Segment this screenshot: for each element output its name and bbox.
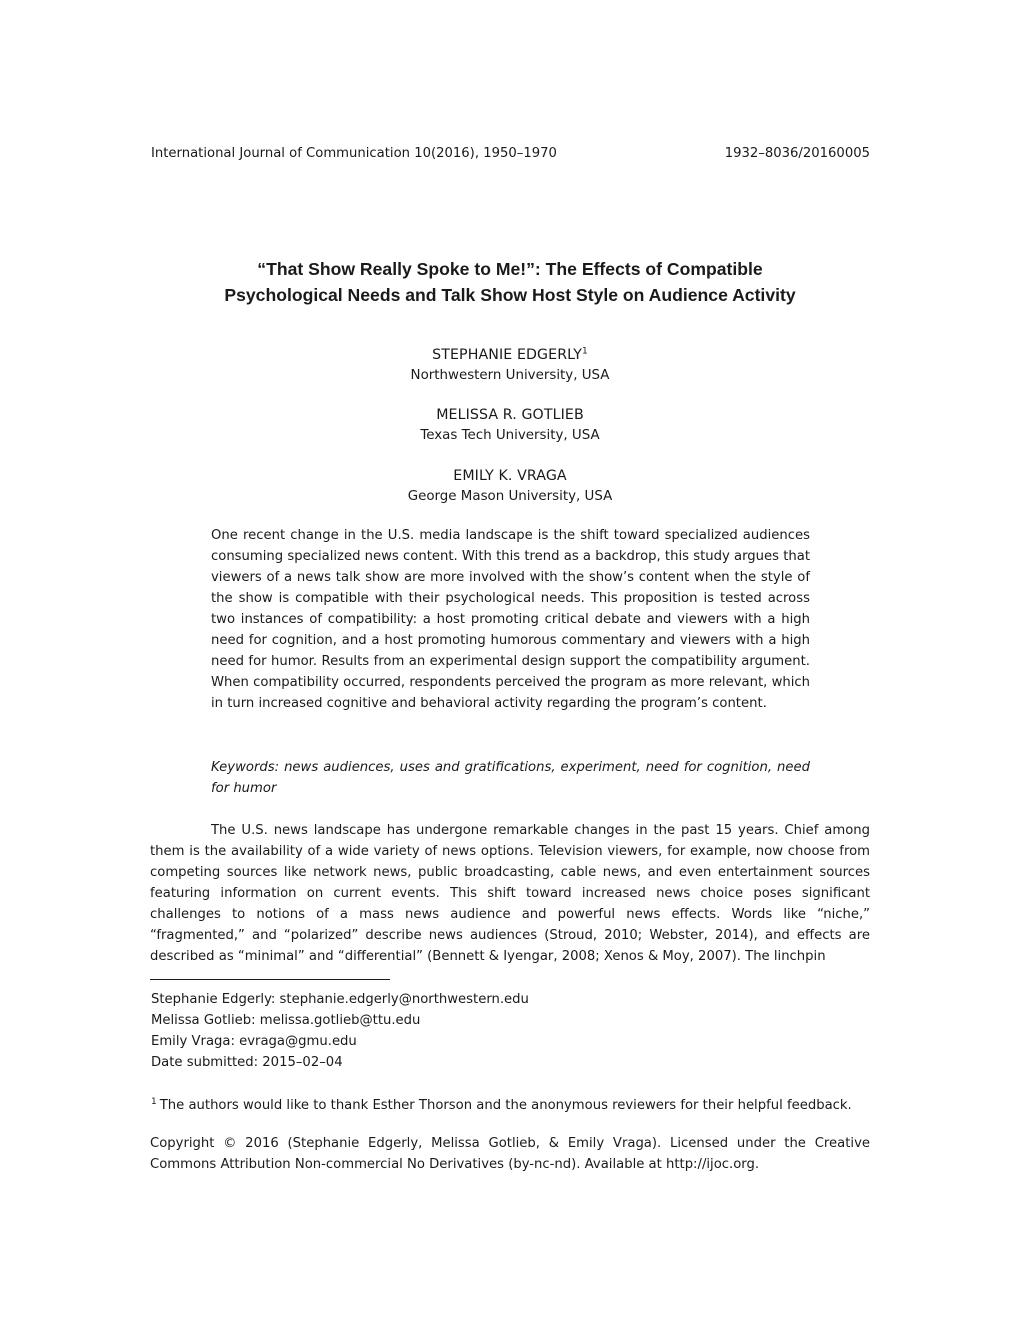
author-name: MELISSA R. GOTLIEB: [436, 407, 584, 423]
author-affiliation: George Mason University, USA: [407, 489, 613, 504]
author-2: [150, 405, 870, 446]
body-paragraph: The U.S. news landscape has undergone remarkable changes in the past 15 years. Chief among them is the availability of a wide variety of news options. Television viewers, for example, now choose from competing sources like network news, public broadcasting, cable news, and even entertainment sources featuring information on current events. This shift toward increased news choice poses significant challenges to notions of a mass news audience and powerful news effects. Words like “niche,” “fragmented,” and “polarized” describe news audiences (Stroud, 2010; Webster, 2014), and effects are described as “minimal” and “differential” (Bennett & Iyengar, 2008; Xenos & Moy, 2007). The linchpin: [150, 823, 870, 964]
author-affiliation: Texas Tech University, USA: [420, 428, 600, 443]
journal-citation: International Journal of Communication 10(2016), 1950–1970: [151, 146, 557, 161]
footnote-text: The authors would like to thank Esther Thorson and the anonymous reviewers for their helpful feedback.: [159, 1098, 852, 1113]
contact-line: Stephanie Edgerly: stephanie.edgerly@northwestern.edu: [151, 992, 529, 1007]
keywords: Keywords: news audiences, uses and gratifications, experiment, need for cognition, need for humor: [211, 760, 810, 796]
title-line-1: “That Show Really Spoke to Me!”: The Effects of Compatible: [257, 259, 763, 279]
issn: 1932–8036/20160005: [724, 146, 870, 161]
footnote: [151, 1095, 852, 1116]
footnote-number: 1: [151, 1096, 157, 1107]
abstract: One recent change in the U.S. media landscape is the shift toward specialized audiences consuming specialized news content. With this trend as a backdrop, this study argues that viewers of a news talk show are more involved with the show’s content when the style of the show is compatible with their psychological needs. This proposition is tested across two instances of compatibility: a host promoting critical debate and viewers with a high need for cognition, and a host promoting humorous commentary and viewers with a high need for humor. Results from an experimental design support the compatibility argument. When compatibility occurred, respondents perceived the program as more relevant, which in turn increased cognitive and behavioral activity regarding the program’s content.: [211, 528, 810, 711]
copyright-notice: Copyright © 2016 (Stephanie Edgerly, Melissa Gotlieb, & Emily Vraga). Licensed under the Creative Commons Attribution Non-commercial No Derivatives (by-nc-nd). Available at http://ijoc.org.: [150, 1136, 870, 1172]
date-submitted: Date submitted: 2015–02–04: [151, 1055, 343, 1070]
footnote-divider: [150, 979, 390, 980]
contact-line: Emily Vraga: evraga@gmu.edu: [151, 1034, 357, 1049]
author-affiliation: Northwestern University, USA: [410, 368, 610, 383]
author-1: [150, 345, 870, 386]
author-name: STEPHANIE EDGERLY$^1$: [432, 346, 588, 363]
contact-line: Melissa Gotlieb: melissa.gotlieb@ttu.edu: [151, 1013, 421, 1028]
author-3: [150, 466, 870, 507]
author-name: EMILY K. VRAGA: [453, 468, 567, 484]
footnote-marker: 1: [582, 346, 588, 357]
paper-title: [150, 256, 870, 308]
author-contacts: [151, 989, 529, 1073]
title-line-2: Psychological Needs and Talk Show Host Style on Audience Activity: [224, 285, 796, 305]
